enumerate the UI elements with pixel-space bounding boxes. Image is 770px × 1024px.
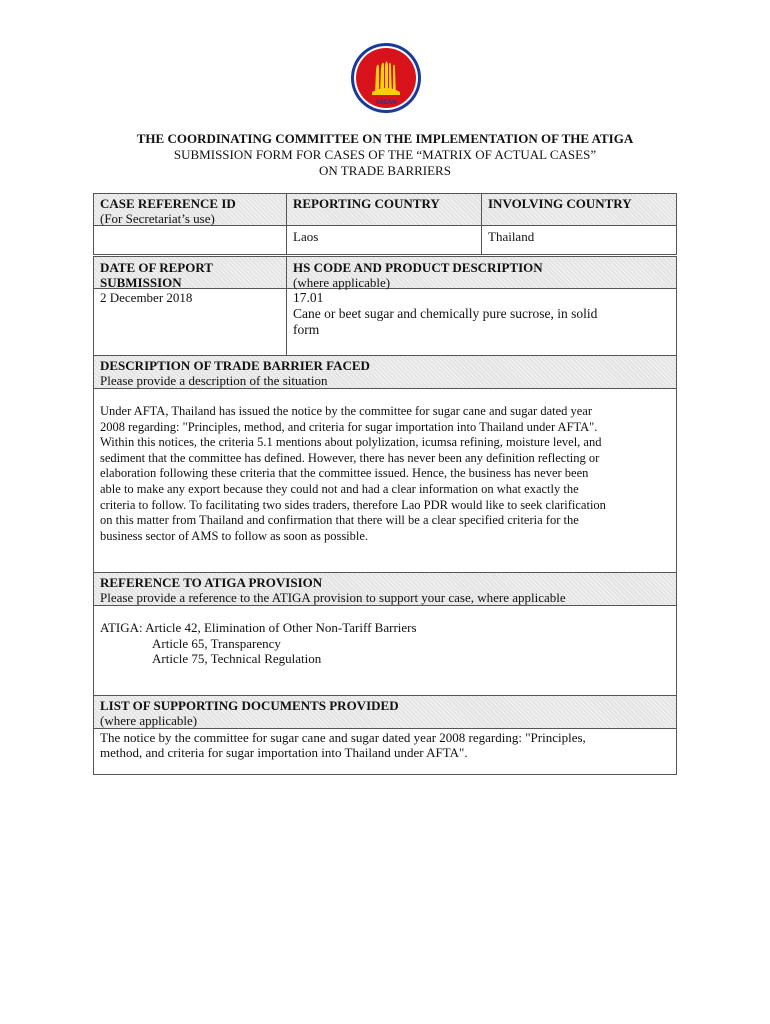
description-line: Within this notices, the criteria 5.1 mentions about polylization, icumsa refining, moisture level, and: [100, 435, 602, 450]
trade-barrier-section: [93, 355, 677, 573]
date-label-line2: SUBMISSION: [100, 275, 182, 290]
supporting-docs-title: LIST OF SUPPORTING DOCUMENTS PROVIDED: [100, 698, 399, 713]
document-header: [0, 131, 770, 179]
date-label-cell: [94, 259, 286, 291]
hs-code-value: 17.01: [293, 290, 324, 305]
case-reference-cell: [94, 195, 286, 227]
trade-barrier-description: [94, 404, 676, 544]
atiga-provision-line: Article 65, Transparency: [152, 635, 281, 651]
trade-barrier-title: DESCRIPTION OF TRADE BARRIER FACED: [100, 358, 370, 373]
supporting-docs-list: [94, 729, 676, 761]
description-line: able to make any export because they could not and had a clear information on what exactly the: [100, 481, 579, 496]
hs-code-note: (where applicable): [293, 275, 391, 290]
involving-country-value: Thailand: [488, 229, 535, 244]
atiga-provision-line: ATIGA: Article 42, Elimination of Other Non-Tariff Barriers: [100, 620, 417, 635]
description-line: criteria to follow. To facilitating two sides traders, therefore Lao PDR would like to seek clarification: [100, 497, 606, 512]
hs-description-line2: form: [293, 322, 320, 337]
involving-country-label: INVOLVING COUNTRY: [488, 196, 632, 211]
hs-description-line1: Cane or beet sugar and chemically pure sucrose, in solid: [293, 306, 598, 321]
hs-value-cell: [287, 289, 676, 339]
atiga-header: [94, 574, 676, 606]
description-line: business sector of AMS to follow as soon as possible.: [100, 528, 369, 543]
case-info-table: [93, 193, 677, 255]
case-reference-label: CASE REFERENCE ID: [100, 196, 236, 211]
description-line: sediment that the committee has defined. However, there has never been any definition reflecting or: [100, 450, 600, 465]
supporting-doc-line: The notice by the committee for sugar cane and sugar dated year 2008 regarding: "Principles,: [100, 730, 586, 745]
form-title: SUBMISSION FORM FOR CASES OF THE “MATRIX OF ACTUAL CASES”: [173, 147, 597, 162]
reporting-country-label: REPORTING COUNTRY: [293, 196, 440, 211]
atiga-provisions: [94, 619, 676, 668]
trade-barrier-header: [94, 357, 676, 389]
atiga-title: REFERENCE TO ATIGA PROVISION: [100, 575, 323, 590]
hs-code-label: HS CODE AND PRODUCT DESCRIPTION: [293, 260, 543, 275]
product-info-table: [93, 256, 677, 356]
date-value: 2 December 2018: [100, 290, 193, 305]
description-line: Under AFTA, Thailand has issued the notice by the committee for sugar cane and sugar dated year: [100, 404, 593, 418]
atiga-provision-line: Article 75, Technical Regulation: [152, 651, 322, 666]
hs-label-cell: [287, 259, 676, 291]
atiga-subtitle: Please provide a reference to the ATIGA provision to support your case, where applicable: [100, 590, 566, 605]
description-line: elaboration following these criteria that the committee issued. Hence, the business has never been: [100, 466, 589, 481]
form-subtitle: ON TRADE BARRIERS: [319, 163, 451, 178]
reporting-country-value: Laos: [293, 229, 319, 244]
case-reference-note: (For Secretariat’s use): [100, 211, 215, 226]
svg-text:ASEAN: ASEAN: [375, 100, 397, 106]
description-line: on this matter from Thailand and confirmation that there will be a clear specified criteria for the: [100, 513, 579, 528]
trade-barrier-subtitle: Please provide a description of the situation: [100, 373, 328, 388]
supporting-documents-section: [93, 695, 677, 775]
committee-title: THE COORDINATING COMMITTEE ON THE IMPLEMENTATION OF THE ATIGA: [136, 131, 634, 146]
description-line: 2008 regarding: "Principles, method, and criteria for sugar importation into Thailand under AFTA".: [100, 419, 598, 434]
atiga-reference-section: [93, 572, 677, 696]
supporting-docs-subtitle: (where applicable): [100, 713, 198, 728]
asean-emblem-icon: [350, 42, 422, 114]
supporting-docs-header: [94, 697, 676, 729]
date-label-line1: DATE OF REPORT: [100, 260, 213, 275]
supporting-doc-line: method, and criteria for sugar importation into Thailand under AFTA".: [100, 745, 468, 760]
asean-logo: [350, 42, 422, 114]
